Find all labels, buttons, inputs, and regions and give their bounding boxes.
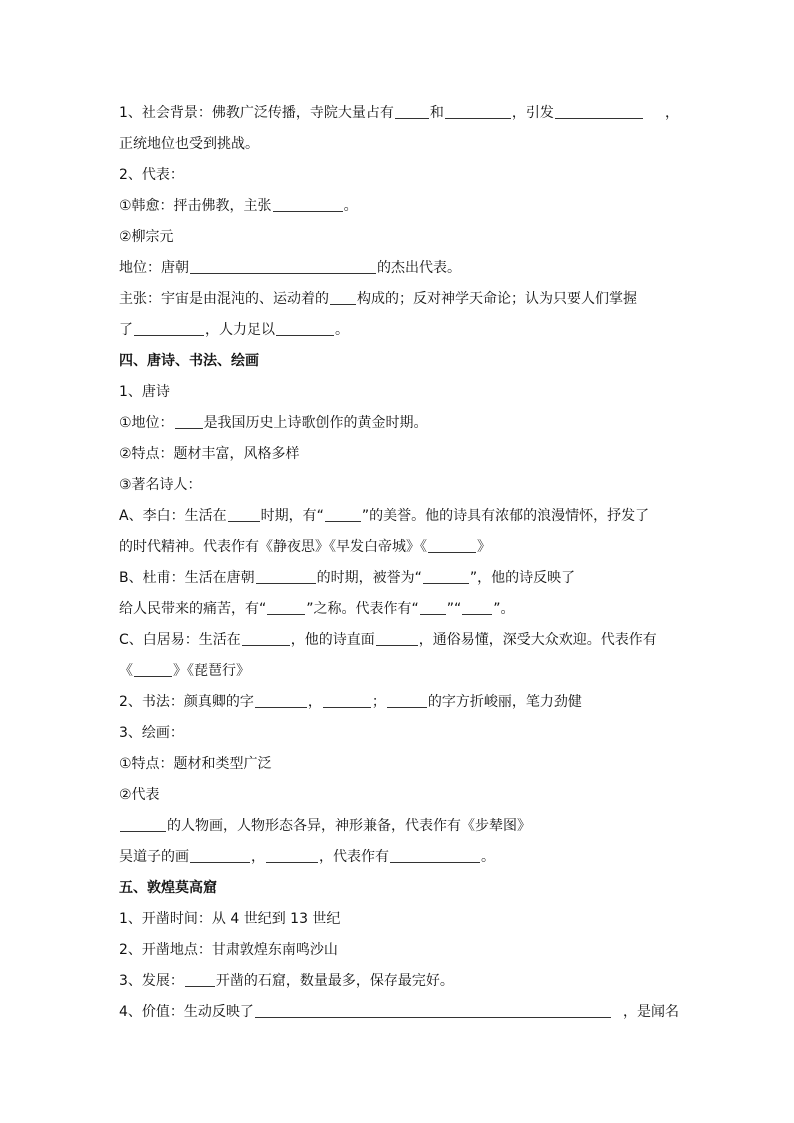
fill-blank <box>228 504 260 522</box>
painting-title <box>119 718 679 749</box>
text: 开凿的石窟，数量最多，保存最完好。 <box>215 973 454 989</box>
text: 吴道子的画 <box>119 849 189 865</box>
dunhuang-value-line <box>119 997 679 1028</box>
text: 了 <box>119 322 133 338</box>
text: 。 <box>343 198 358 214</box>
du-fu-line-1 <box>119 563 679 594</box>
text: ③著名诗人： <box>119 477 202 493</box>
text: 》 <box>477 539 491 555</box>
bai-juyi-line-2 <box>119 656 679 687</box>
text: ②代表 <box>119 787 160 803</box>
text: 3、发展： <box>119 973 184 989</box>
calligraphy-line <box>119 687 679 718</box>
fill-blank <box>325 504 361 522</box>
fill-blank <box>190 256 376 274</box>
text: 1、社会背景：佛教广泛传播，寺院大量占有 <box>119 105 394 121</box>
text: 《 <box>119 663 133 679</box>
background-line-1 <box>119 98 679 129</box>
dunhuang-dev-line <box>119 966 679 997</box>
text: 。 <box>481 849 495 865</box>
text: ， <box>251 849 265 865</box>
text: 的时代精神。代表作有《静夜思》《早发白帝城》《 <box>119 539 427 555</box>
fill-blank <box>420 597 446 615</box>
fill-blank <box>390 845 480 863</box>
li-bai-line-2 <box>119 532 679 563</box>
fill-blank <box>190 845 250 863</box>
text: 的人物画，人物形态各异，神形兼备，代表作有《步辇图》 <box>167 818 531 834</box>
fill-blank <box>267 597 305 615</box>
text: 给人民带来的痛苦，有“ <box>119 601 267 617</box>
tang-poetry-title <box>119 377 679 408</box>
text: 构成的；反对神学天命论；认为只要人们掌握 <box>357 291 637 307</box>
fill-blank <box>276 318 334 336</box>
liu-zongyuan-line <box>119 222 679 253</box>
text: ①韩愈：抨击佛教，主张 <box>119 198 272 214</box>
fill-blank <box>266 845 318 863</box>
fill-blank <box>387 690 427 708</box>
bai-juyi-line-1 <box>119 625 679 656</box>
text: 的杰出代表。 <box>377 260 461 276</box>
fill-blank <box>323 690 371 708</box>
painting-feature-line <box>119 749 679 780</box>
status-line <box>119 253 679 284</box>
fill-blank <box>555 101 643 119</box>
text: 1、唐诗 <box>119 384 170 400</box>
fill-blank <box>445 101 511 119</box>
fill-blank <box>120 814 166 832</box>
text: 1、开凿时间：从 4 世纪到 13 世纪 <box>119 911 341 927</box>
text: ①特点：题材和类型广泛 <box>119 756 272 772</box>
text: 五、敦煌莫高窟 <box>119 880 217 896</box>
section-heading-5 <box>119 873 679 904</box>
du-fu-line-2 <box>119 594 679 625</box>
fill-blank <box>175 411 203 429</box>
fill-blank <box>273 194 343 212</box>
text: ②柳宗元 <box>119 229 174 245</box>
text: ，代表作有 <box>319 849 389 865</box>
fill-blank <box>242 628 290 646</box>
text: ； <box>371 694 386 710</box>
poetry-status-line <box>119 408 679 439</box>
fill-blank <box>395 101 429 119</box>
text: ”“ <box>446 601 462 617</box>
dunhuang-place-line <box>119 935 679 966</box>
text: B、杜甫：生活在唐朝 <box>119 570 255 586</box>
text: 和 <box>429 105 444 121</box>
representatives-title <box>119 160 679 191</box>
text: ，通俗易懂，深受大众欢迎。代表作有 <box>418 632 657 648</box>
text: ”的美誉。他的诗具有浓郁的浪漫情怀，抒发了 <box>361 508 650 524</box>
text: ”。 <box>493 601 515 617</box>
text: ， <box>307 694 322 710</box>
text: ， <box>665 105 679 121</box>
text: ，引发 <box>511 105 554 121</box>
text: ②特点：题材丰富，风格多样 <box>119 446 300 462</box>
text: ①地位： <box>119 415 174 431</box>
text: ，是闻名 <box>623 1004 679 1020</box>
text: 3、绘画： <box>119 725 184 741</box>
document-page <box>119 98 679 1028</box>
dunhuang-time-line <box>119 904 679 935</box>
text: 。 <box>335 322 349 338</box>
text: 四、唐诗、书法、绘画 <box>119 353 259 369</box>
fill-blank <box>134 659 172 677</box>
claim-line-2 <box>119 315 679 346</box>
fill-blank <box>255 690 307 708</box>
text: 的字方折峻丽，笔力劲健 <box>427 694 582 710</box>
text: ”，他的诗反映了 <box>469 570 576 586</box>
fill-blank <box>428 535 476 553</box>
fill-blank <box>423 566 469 584</box>
text: ，人力足以 <box>205 322 275 338</box>
han-yu-line <box>119 191 679 222</box>
fill-blank <box>185 969 215 987</box>
fill-blank <box>134 318 204 336</box>
fill-blank <box>462 597 492 615</box>
text: 时期，有“ <box>260 508 324 524</box>
fill-blank <box>376 628 418 646</box>
text: 》《琵琶行》 <box>173 663 250 679</box>
text: 2、开凿地点：甘肃敦煌东南鸣沙山 <box>119 942 338 958</box>
section-heading-4 <box>119 346 679 377</box>
background-line-2 <box>119 129 679 160</box>
text: 2、书法：颜真卿的字 <box>119 694 254 710</box>
text: ”之称。代表作有“ <box>306 601 419 617</box>
text: 是我国历史上诗歌创作的黄金时期。 <box>203 415 428 431</box>
text: A、李白：生活在 <box>119 508 227 524</box>
fill-blank <box>330 287 356 305</box>
text: 地位：唐朝 <box>119 260 189 276</box>
painting-line-2 <box>119 842 679 873</box>
text: 2、代表： <box>119 167 184 183</box>
fill-blank <box>255 1000 611 1018</box>
painting-line-1 <box>119 811 679 842</box>
li-bai-line-1 <box>119 501 679 532</box>
text: 4、价值：生动反映了 <box>119 1004 254 1020</box>
text: C、白居易：生活在 <box>119 632 241 648</box>
painting-rep-line <box>119 780 679 811</box>
poets-title <box>119 470 679 501</box>
text: 主张：宇宙是由混沌的、运动着的 <box>119 291 329 307</box>
poetry-feature-line <box>119 439 679 470</box>
text: ，他的诗直面 <box>290 632 375 648</box>
text: 正统地位也受到挑战。 <box>119 136 259 152</box>
fill-blank <box>256 566 316 584</box>
text: 的时期，被誉为“ <box>316 570 422 586</box>
claim-line-1 <box>119 284 679 315</box>
